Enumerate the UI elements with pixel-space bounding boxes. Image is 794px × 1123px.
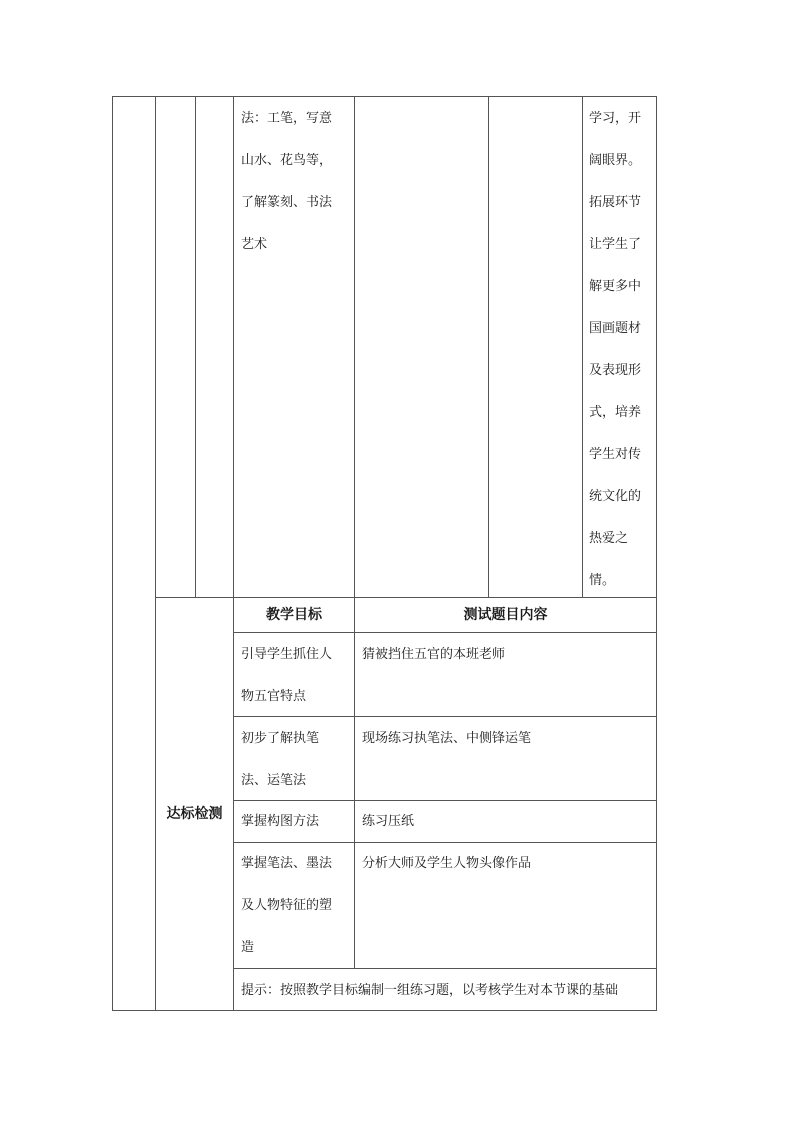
- header-content: 测试题目内容: [463, 607, 548, 623]
- upper-col-b: [233, 96, 234, 597]
- table-border-col1: [155, 96, 156, 1010]
- assess-col-goal: [354, 597, 355, 969]
- intent-text: 学习，开 阔眼界。 拓展环节 让学生了 解更多中 国画题材 及表现形 式，培养 学生对传 统文化的 热爱之 情。: [589, 111, 642, 588]
- upper-col-c: [354, 96, 355, 597]
- method-text: 法：工笔，写意 山水、花鸟等， 了解篆刻、书法 艺术: [241, 111, 333, 252]
- table-border-left: [112, 96, 113, 1010]
- row-content-2: 现场练习执笔法、中侧锋运笔: [362, 731, 532, 746]
- row-content-4: 分析大师及学生人物头像作品: [362, 856, 532, 871]
- assess-col-label: [233, 597, 234, 1010]
- upper-col-d: [488, 96, 489, 597]
- upper-col-e: [582, 96, 583, 597]
- row-goal-4: 掌握笔法、墨法 及人物特征的塑 造: [241, 856, 333, 955]
- row-goal-3: 掌握构图方法: [241, 814, 320, 829]
- upper-col-a: [195, 96, 196, 597]
- hint-text: 提示：按照教学目标编制一组练习题，以考核学生对本节课的基础: [241, 983, 619, 998]
- header-goal: 教学目标: [266, 607, 322, 623]
- row-content-1: 猜被挡住五官的本班老师: [362, 647, 506, 662]
- table-border-top: [112, 96, 657, 97]
- row-goal-2: 初步了解执笔 法、运笔法: [241, 731, 320, 788]
- assessment-label: 达标检测: [166, 806, 223, 822]
- row-goal-1: 引导学生抓住人 物五官特点: [241, 647, 333, 704]
- table-border-right: [656, 96, 657, 1010]
- row-content-3: 练习压纸: [362, 814, 415, 829]
